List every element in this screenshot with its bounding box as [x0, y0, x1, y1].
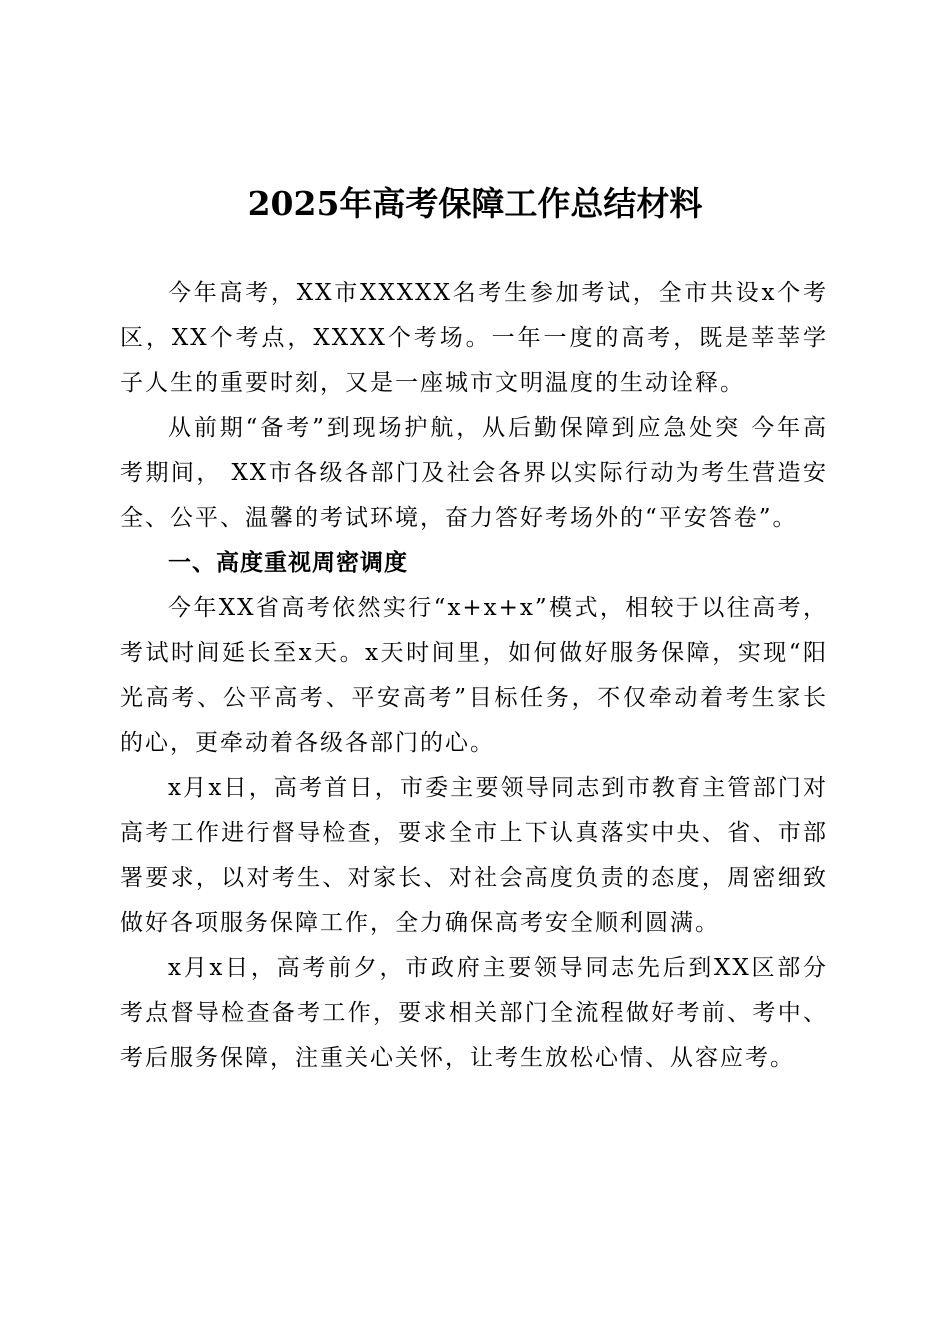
- paragraph-exam-mode: 今年XX省高考依然实行“x+x+x”模式，相较于以往高考，考试时间延长至x天。x天时间里，如何做好服务保障，实现“阳光高考、公平高考、平安高考”目标任务，不仅牵动着考生家长的心，更牵动着各级各部门的心。: [120, 595, 828, 756]
- paragraph-overview: 从前期“备考”到现场护航，从后勤保障到应急处突 今年高考期间， XX市各级各部门及社会各界以实际行动为考生营造安全、公平、温馨的考试环境，奋力答好考场外的“平安答卷”。: [120, 415, 828, 531]
- paragraph-eve: x月x日，高考前夕，市政府主要领导同志先后到XX区部分考点督导检查备考工作，要求相关部门全流程做好考前、考中、考后服务保障，注重关心关怀，让考生放松心情、从容应考。: [120, 955, 828, 1071]
- document-title: 2025年高考保障工作总结材料: [247, 184, 703, 223]
- paragraph-intro: 今年高考，XX市XXXXX名考生参加考试，全市共设x个考区，XX个考点，XXXX个考场。一年一度的高考，既是莘莘学子人生的重要时刻，又是一座城市文明温度的生动诠释。: [120, 280, 828, 396]
- paragraph-first-day: x月x日，高考首日，市委主要领导同志到市教育主管部门对高考工作进行督导检查，要求全市上下认真落实中央、省、市部署要求，以对考生、对家长、对社会高度负责的态度，周密细致做好各项服务保障工作，全力确保高考安全顺利圆满。: [120, 775, 828, 936]
- section-heading-1: 一、高度重视周密调度: [168, 550, 408, 576]
- document-body: [120, 271, 828, 1081]
